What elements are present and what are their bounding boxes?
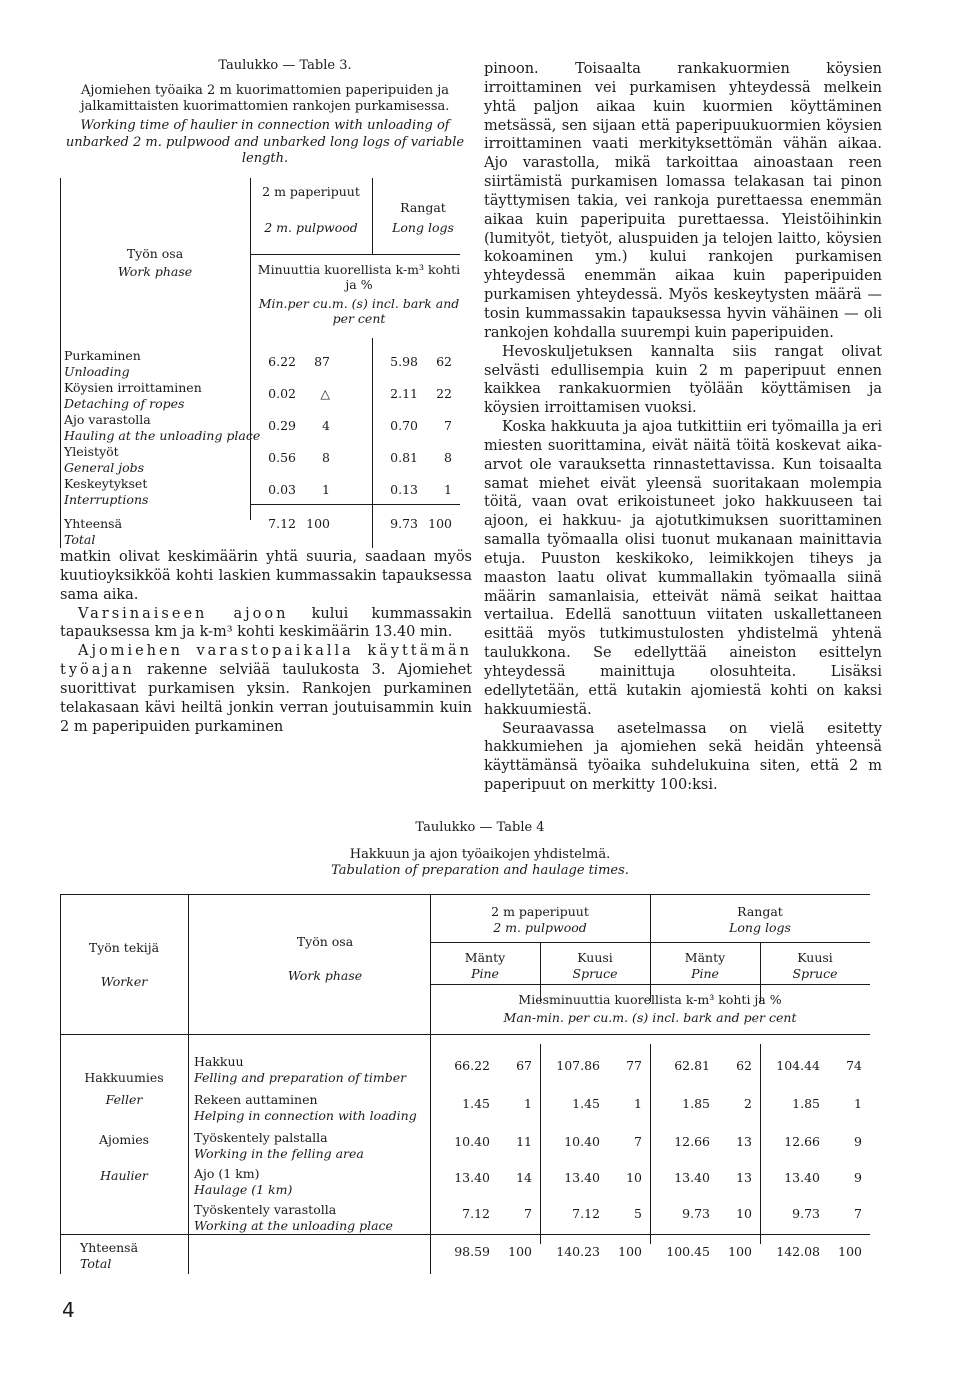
cell-percent: 7 bbox=[524, 1206, 532, 1221]
table4-head-pine-en: Pine bbox=[471, 966, 499, 981]
phase-label-en: Haulage (1 km) bbox=[194, 1182, 293, 1197]
total-value: 142.08 bbox=[776, 1244, 820, 1259]
cell-value: 1.85 bbox=[682, 1096, 710, 1111]
worker-label: Ajomies bbox=[98, 1132, 150, 1147]
table4-head-worker-en: Worker bbox=[100, 974, 148, 989]
right-column-text bbox=[484, 60, 882, 795]
table3-head-unit-en: Min.per cu.m. (s) incl. bark and per cent bbox=[258, 295, 460, 326]
page-number: 4 bbox=[62, 1298, 75, 1322]
table3-head-col1-fi: 2 m paperipuut bbox=[262, 183, 360, 199]
cell-percent: 10 bbox=[736, 1206, 752, 1221]
paragraph: matkin olivat keskimäärin yhtä suuria, saadaan myös kuutioyksikköä kohti laskien kummassakin tapauksessa sama aika. bbox=[60, 549, 472, 603]
phase-label-fi: Työskentely varastolla bbox=[194, 1202, 337, 1217]
table4-head-logs-en: Long logs bbox=[729, 920, 791, 935]
row-percent: 4 bbox=[322, 417, 330, 433]
paragraph-text: kului kummassakin tapauksessa km ja k-m³ kohti keskimäärin 13.40 min. bbox=[60, 605, 473, 641]
phase-label-en: Felling and preparation of timber bbox=[194, 1070, 407, 1085]
emphasis: Ajomiehen varastopaikalla käyttämän työajan bbox=[60, 643, 472, 679]
row-value: 0.56 bbox=[268, 449, 296, 465]
emphasis: Varsinaiseen ajoon bbox=[78, 605, 289, 622]
paragraph: Seuraavassa asetelmassa on vielä esitetty hakkumiehen ja ajomiehen sekä heidän yhteensä käyttämänsä työaika suhdelukuina siten, että 2 m paperipuut on merkitty 100:ksi. bbox=[484, 720, 882, 794]
cell-value: 13.40 bbox=[784, 1170, 820, 1185]
row-value: 0.02 bbox=[268, 385, 296, 401]
cell-percent: 1 bbox=[854, 1096, 862, 1111]
cell-value: 13.40 bbox=[674, 1170, 710, 1185]
total-percent: 100 bbox=[618, 1244, 642, 1259]
total-value: 9.73 bbox=[390, 515, 418, 531]
row-label-fi: Yleistyöt bbox=[64, 443, 119, 459]
cell-percent: 62 bbox=[736, 1058, 752, 1073]
row-value: 0.70 bbox=[390, 417, 418, 433]
cell-value: 104.44 bbox=[776, 1058, 820, 1073]
row-value: 0.29 bbox=[268, 417, 296, 433]
row-percent: 1 bbox=[444, 481, 452, 497]
table4-number: Taulukko — Table 4 bbox=[415, 820, 545, 835]
total-percent: 100 bbox=[728, 1244, 752, 1259]
worker-label: Feller bbox=[105, 1092, 143, 1107]
row-value: 5.98 bbox=[390, 353, 418, 369]
total-value: 7.12 bbox=[268, 515, 296, 531]
table4-caption-fi: Hakkuun ja ajon työaikojen yhdistelmä. bbox=[349, 846, 611, 862]
row-percent: 22 bbox=[436, 385, 452, 401]
row-value: 0.13 bbox=[390, 481, 418, 497]
table4-head-logs-fi: Rangat bbox=[737, 904, 783, 919]
cell-percent: 13 bbox=[736, 1134, 752, 1149]
cell-value: 107.86 bbox=[556, 1058, 600, 1073]
paragraph bbox=[60, 605, 472, 643]
total-value: 140.23 bbox=[556, 1244, 600, 1259]
row-label-fi: Ajo varastolla bbox=[64, 411, 151, 427]
total-value: 98.59 bbox=[454, 1244, 490, 1259]
table3-head-col1-en: 2 m. pulpwood bbox=[264, 219, 358, 235]
cell-percent: 74 bbox=[846, 1058, 862, 1073]
table4-caption-en: Tabulation of preparation and haulage times. bbox=[331, 863, 629, 879]
cell-percent: 11 bbox=[516, 1134, 532, 1149]
table4 bbox=[60, 894, 870, 1274]
phase-label-fi: Hakkuu bbox=[194, 1054, 244, 1069]
table3-block bbox=[60, 58, 470, 558]
cell-value: 1.45 bbox=[572, 1096, 600, 1111]
row-percent: 1 bbox=[322, 481, 330, 497]
row-percent: 62 bbox=[436, 353, 452, 369]
row-label-fi: Köysien irroittaminen bbox=[64, 379, 202, 395]
cell-percent: 67 bbox=[516, 1058, 532, 1073]
cell-value: 7.12 bbox=[462, 1206, 490, 1221]
row-percent: 8 bbox=[322, 449, 330, 465]
table3-caption-en: Working time of haulier in connection with unloading of unbarked 2 m. pulpwood and unbarked long logs of variable length. bbox=[65, 117, 465, 167]
table4-head-phase-en: Work phase bbox=[287, 968, 363, 983]
row-value: 0.03 bbox=[268, 481, 296, 497]
phase-label-fi: Rekeen auttaminen bbox=[194, 1092, 318, 1107]
table4-head-phase-fi: Työn osa bbox=[296, 934, 354, 949]
cell-value: 7.12 bbox=[572, 1206, 600, 1221]
table3 bbox=[60, 178, 470, 558]
table4-head-pine-fi: Mänty bbox=[464, 950, 506, 965]
table3-head-unit-fi: Minuuttia kuorellista k-m³ kohti ja % bbox=[257, 261, 461, 292]
cell-value: 9.73 bbox=[792, 1206, 820, 1221]
table4-head-spruce-fi: Kuusi bbox=[797, 950, 833, 965]
total-label-en: Total bbox=[64, 531, 96, 547]
total-percent: 100 bbox=[838, 1244, 862, 1259]
total-percent: 100 bbox=[306, 515, 330, 531]
table3-caption-fi: Ajomiehen työaika 2 m kuorimattomien paperipuiden ja jalkamittaisten kuorimattomien rankojen purkamisessa. bbox=[80, 82, 450, 115]
total-label-en: Total bbox=[80, 1256, 112, 1271]
cell-percent: 9 bbox=[854, 1134, 862, 1149]
cell-percent: 5 bbox=[634, 1206, 642, 1221]
cell-percent: 14 bbox=[516, 1170, 532, 1185]
cell-value: 13.40 bbox=[564, 1170, 600, 1185]
cell-percent: 7 bbox=[634, 1134, 642, 1149]
phase-label-fi: Työskentely palstalla bbox=[194, 1130, 328, 1145]
worker-label: Hakkuumies bbox=[84, 1070, 164, 1085]
row-value: 2.11 bbox=[390, 385, 418, 401]
table4-head-unit-en: Man-min. per cu.m. (s) incl. bark and per cent bbox=[503, 1010, 797, 1025]
table4-head-pine-en: Pine bbox=[691, 966, 719, 981]
row-label-en: General jobs bbox=[64, 459, 145, 475]
paragraph: Hevoskuljetuksen kannalta siis rangat olivat selvästi edullisempia kuin 2 m paperipuut ennen kaikkea rankakuormien työlään köyttämisen ja köysien irroittamisen vuoksi. bbox=[484, 343, 882, 417]
row-label-en: Hauling at the unloading place bbox=[64, 427, 261, 443]
row-percent: △ bbox=[320, 385, 330, 401]
cell-value: 66.22 bbox=[454, 1058, 490, 1073]
cell-value: 10.40 bbox=[564, 1134, 600, 1149]
worker-label: Haulier bbox=[100, 1168, 148, 1183]
row-percent: 8 bbox=[444, 449, 452, 465]
row-label-en: Detaching of ropes bbox=[64, 395, 185, 411]
total-label-fi: Yhteensä bbox=[80, 1240, 139, 1255]
row-value: 0.81 bbox=[390, 449, 418, 465]
paragraph-text: rakenne selviää taulukosta 3. Ajomiehet suorittivat purkamisen yksin. Rankojen purkaminen telakasaan kävi heiltä jonkin verran joutuisammin kuin 2 m paperipuiden purkaminen bbox=[60, 662, 472, 735]
paragraph: pinoon. Toisaalta rankakuormien köysien irroittaminen vei purkamisen yhteydessä melkein yhtä paljon aikaa kuin kuormien köyttäminen metsässä, sen sijaan että paperipuukuormien köysien irroittaminen vaati merkityksettömän vähän aikaa. Ajo varastolla, mikä tarkoittaa ainoastaan reen siirtämistä purkamisen lomassa telakasan tai pinon täyttymisen takia, vei rankoja purettaessa enemmän aikaa kuin paperipuita purettaessa. Yleistöihinkin (lumityöt, tietyöt, aluspuiden ja telojen laitto, köysien kokoaminen ym.) kului rankojen purkamisen yhteydessä enemmän aikaa kuin paperipuiden purkamisen yhteydessä. Myös keskeytysten määrä — tosin kummassakin tapauksessa hyvin vähäinen — oli rankojen kohdalla suurempi kuin paperipuiden. bbox=[484, 61, 882, 341]
cell-value: 62.81 bbox=[674, 1058, 710, 1073]
row-percent: 87 bbox=[314, 353, 330, 369]
cell-percent: 1 bbox=[524, 1096, 532, 1111]
phase-label-fi: Ajo (1 km) bbox=[194, 1166, 260, 1181]
cell-value: 10.40 bbox=[454, 1134, 490, 1149]
table3-head-phase-en: Work phase bbox=[117, 263, 193, 279]
total-percent: 100 bbox=[508, 1244, 532, 1259]
table4-head-spruce-en: Spruce bbox=[792, 966, 838, 981]
cell-value: 9.73 bbox=[682, 1206, 710, 1221]
paragraph: Koska hakkuuta ja ajoa tutkittiin eri työmailla ja eri miesten suorittamina, eivät näitä töitä koskevat aika-arvot ole varauksetta rinnastettavissa. Kun toisaalta samat miehet eivät yleensä suoritakaan molempia töitä, vaan ovat erikoistuneet joko hakkuuseen tai ajoon, ei hakkuu- ja ajotutkimuksen suorittaminen samalla työmaalla olisi tuonut mukanaan mainittavia etuja. Puuston keskikoko, leimikkojen tiheys ja maaston laatu olivat kummallakin työmaalla siinä määrin samanlaisia, etteivät nämä seikat haittaa vertailua. Edellä sanottuun viitaten uskallettaneen esittää myös tutkimustulosten yhdistelmä yhtenä taulukkona. Se edellyttää aineiston esittelyn yhteydessä mainittuja olosuhteita. Lisäksi edellytetään, että kutakin ajomiestä kohti on kaksi hakkuumiestä. bbox=[484, 419, 882, 718]
paragraph bbox=[60, 642, 472, 736]
cell-percent: 13 bbox=[736, 1170, 752, 1185]
cell-percent: 2 bbox=[744, 1096, 752, 1111]
table3-head-phase-fi: Työn osa bbox=[126, 245, 184, 261]
cell-value: 12.66 bbox=[784, 1134, 820, 1149]
phase-label-en: Helping in connection with loading bbox=[194, 1108, 417, 1123]
table4-head-spruce-fi: Kuusi bbox=[577, 950, 613, 965]
table4-head-spruce-en: Spruce bbox=[572, 966, 618, 981]
phase-label-en: Working at the unloading place bbox=[194, 1218, 393, 1233]
cell-percent: 1 bbox=[634, 1096, 642, 1111]
cell-percent: 9 bbox=[854, 1170, 862, 1185]
left-column-text bbox=[60, 548, 472, 736]
table3-number: Taulukko — Table 3. bbox=[218, 58, 352, 73]
cell-percent: 7 bbox=[854, 1206, 862, 1221]
cell-value: 1.45 bbox=[462, 1096, 490, 1111]
cell-percent: 77 bbox=[626, 1058, 642, 1073]
row-percent: 7 bbox=[444, 417, 452, 433]
table4-head-pulp-fi: 2 m paperipuut bbox=[491, 904, 589, 919]
total-value: 100.45 bbox=[666, 1244, 710, 1259]
row-label-en: Interruptions bbox=[64, 491, 149, 507]
total-label-fi: Yhteensä bbox=[64, 515, 123, 531]
table3-head-col2-en: Long logs bbox=[392, 219, 454, 235]
phase-label-en: Working in the felling area bbox=[194, 1146, 364, 1161]
cell-value: 1.85 bbox=[792, 1096, 820, 1111]
cell-percent: 10 bbox=[626, 1170, 642, 1185]
table4-head-pine-fi: Mänty bbox=[684, 950, 726, 965]
row-label-en: Unloading bbox=[64, 363, 130, 379]
table4-head-worker-fi: Työn tekijä bbox=[88, 940, 160, 955]
cell-value: 13.40 bbox=[454, 1170, 490, 1185]
table4-caption-block bbox=[220, 820, 740, 880]
cell-value: 12.66 bbox=[674, 1134, 710, 1149]
row-value: 6.22 bbox=[268, 353, 296, 369]
table3-head-col2-fi: Rangat bbox=[400, 199, 446, 215]
table4-head-pulp-en: 2 m. pulpwood bbox=[493, 920, 587, 935]
row-label-fi: Purkaminen bbox=[64, 347, 141, 363]
row-label-fi: Keskeytykset bbox=[64, 475, 148, 491]
total-percent: 100 bbox=[428, 515, 452, 531]
table4-head-unit-fi: Miesminuuttia kuorellista k-m³ kohti ja % bbox=[518, 992, 782, 1007]
